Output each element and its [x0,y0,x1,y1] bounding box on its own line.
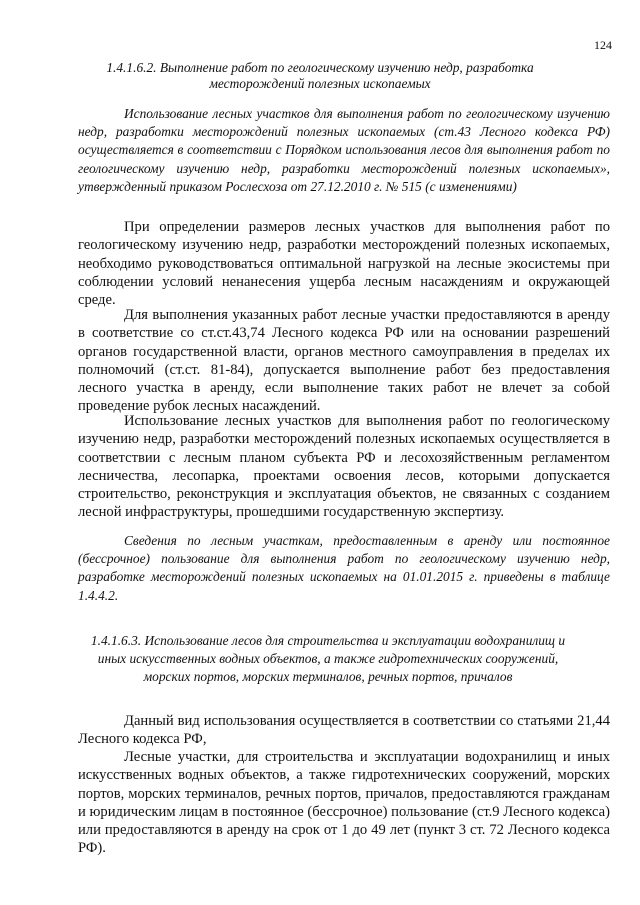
page-number: 124 [594,38,612,52]
body-paragraph: Лесные участки, для строительства и эксплуатации водохранилищ и иных искусственных водных объектов, а также гидротехнических сооружений, морских портов, морских терминалов, речных портов, причалов, предоставляются гражданам и юридическим лицам в постоянное (бессрочное) пользование (ст.9 Лесного кодекса) или предоставляются в аренду на срок от 1 до 49 лет (пункт 3 ст. 72 Лесного кодекса РФ). [78,749,610,857]
body-paragraph: Данный вид использования осуществляется в соответствии со статьями 21,44 Лесного кодекса РФ, [78,713,610,748]
body-paragraph: При определении размеров лесных участков для выполнения работ по геологическому изучению недр, разработки месторождений полезных ископаемых, необходимо руководствоваться оптимальной нагрузкой на лесные экосистемы при соблюдении условий ненанесения ущерба лесным насаждениям и окружающей среде. [78,219,610,309]
body-paragraph: Для выполнения указанных работ лесные участки предоставляются в аренду в соответствие со ст.ст.43,74 Лесного кодекса РФ или на основании разрешений органов государственной власти, органов местного самоуправления в пределах их полномочий (ст.ст. 81-84), допускается выполнение работ без предоставления лесного участка в аренду, если выполнение таких работ не влечет за собой проведение рубок лесных насаждений. [78,307,610,415]
intro-paragraph: Использование лесных участков для выполнения работ по геологическому изучению недр, разработки месторождений полезных ископаемых (ст.43 Лесного кодекса РФ) осуществляется в соответствии с Порядком использования лесов для выполнения работ по геологическому изучению недр, разработки месторождений полезных ископаемых», утвержденный приказом Рослесхоза от 27.12.2010 г. № 515 (с изменениями) [78,106,610,194]
body-paragraph: Использование лесных участков для выполнения работ по геологическому изучению недр, разработки месторождений полезных ископаемых осуществляется в соответствии с лесным планом субъекта РФ и лесохозяйственным регламентом лесничества, лесопарка, проектами освоения лесов, которыми допускается строительство, реконструкция и эксплуатация объектов, не связанных с созданием лесной инфраструктуры, прошедшими государственную экспертизу. [78,413,610,521]
table-reference-note: Сведения по лесным участкам, предоставленным в аренду или постоянное (бессрочное) пользование для выполнения работ по геологическому изучению недр, разработке месторождений полезных ископаемых на 01.01.2015 г. приведены в таблице 1.4.4.2. [78,533,610,603]
section-heading: 1.4.1.6.3. Использование лесов для строительства и эксплуатации водохранилищ и иных искусственных водных объектов, а также гидротехнических сооружений, морских портов, морских терминалов, речных портов, причалов [90,633,566,684]
section-heading: 1.4.1.6.2. Выполнение работ по геологическому изучению недр, разработка месторождений полезных ископаемых [106,60,534,91]
